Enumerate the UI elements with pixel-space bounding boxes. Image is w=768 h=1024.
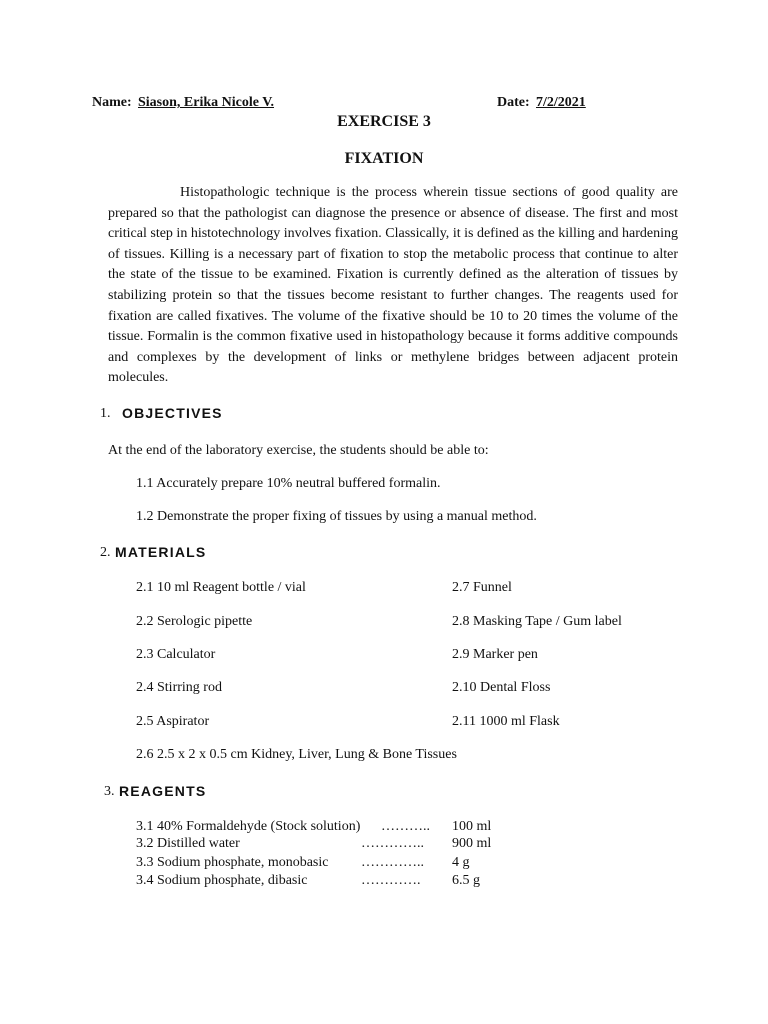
material-item: 2.7 Funnel	[452, 580, 512, 595]
reagent-dots: ………..	[381, 819, 430, 834]
reagent-amount: 100 ml	[452, 819, 492, 834]
material-item: 2.10 Dental Floss	[452, 680, 551, 695]
reagents-number: 3.	[104, 784, 115, 799]
material-item: 2.3 Calculator	[136, 647, 216, 662]
reagent-amount: 6.5 g	[452, 873, 480, 888]
materials-number: 2.	[100, 545, 111, 560]
objectives-number: 1.	[100, 406, 111, 421]
reagent-name: 3.4 Sodium phosphate, dibasic	[136, 873, 308, 888]
objectives-heading: OBJECTIVES	[122, 405, 223, 421]
material-item: 2.11 1000 ml Flask	[452, 714, 560, 729]
date-label: Date:	[497, 95, 530, 110]
name-value: Siason, Erika Nicole V.	[138, 95, 275, 110]
materials-heading: MATERIALS	[115, 544, 207, 560]
name-label: Name:	[92, 95, 132, 110]
objective-item: 1.2 Demonstrate the proper fixing of tissues by using a manual method.	[136, 509, 537, 524]
reagent-name: 3.1 40% Formaldehyde (Stock solution)	[136, 819, 361, 834]
objective-item: 1.1 Accurately prepare 10% neutral buffered formalin.	[136, 476, 441, 491]
reagents-heading: REAGENTS	[119, 783, 207, 799]
material-item: 2.5 Aspirator	[136, 714, 210, 729]
reagent-amount: 900 ml	[452, 836, 492, 851]
topic-title: FIXATION	[344, 150, 424, 167]
objectives-lead: At the end of the laboratory exercise, the students should be able to:	[108, 443, 489, 458]
material-item: 2.8 Masking Tape / Gum label	[452, 614, 622, 629]
reagent-amount: 4 g	[452, 855, 470, 870]
reagent-dots: ………….	[361, 873, 421, 888]
reagent-name: 3.3 Sodium phosphate, monobasic	[136, 855, 329, 870]
exercise-title: EXERCISE 3	[337, 113, 431, 130]
material-item: 2.4 Stirring rod	[136, 680, 222, 695]
date-value: 7/2/2021	[536, 95, 586, 110]
material-item: 2.2 Serologic pipette	[136, 614, 253, 629]
material-item: 2.9 Marker pen	[452, 647, 538, 662]
reagent-dots: …………..	[361, 836, 424, 851]
reagent-name: 3.2 Distilled water	[136, 836, 240, 851]
material-item: 2.6 2.5 x 2 x 0.5 cm Kidney, Liver, Lung & Bone Tissues	[136, 747, 457, 762]
material-item: 2.1 10 ml Reagent bottle / vial	[136, 580, 306, 595]
intro-paragraph: Histopathologic technique is the process wherein tissue sections of good quality are prepared so that the pathologist can diagnose the presence or absence of disease. The first and most critical step in histotechnology involves fixation. Classically, it is defined as the killing and hardening of tissues. Killing is a necessary part of fixation to stop the metabolic process that continue to alter the state of the tissue to be examined. Fixation is currently defined as the alteration of tissues by stabilizing protein so that the tissues become resistant to further changes. The reagents used for fixation are called fixatives. The volume of the fixative should be 10 to 20 times the volume of the tissue. Formalin is the common fixative used in histopathology because it forms additive compounds and complexes by the development of links or methylene bridges between adjacent protein molecules.	[108, 185, 678, 386]
reagent-dots: …………..	[361, 855, 424, 870]
